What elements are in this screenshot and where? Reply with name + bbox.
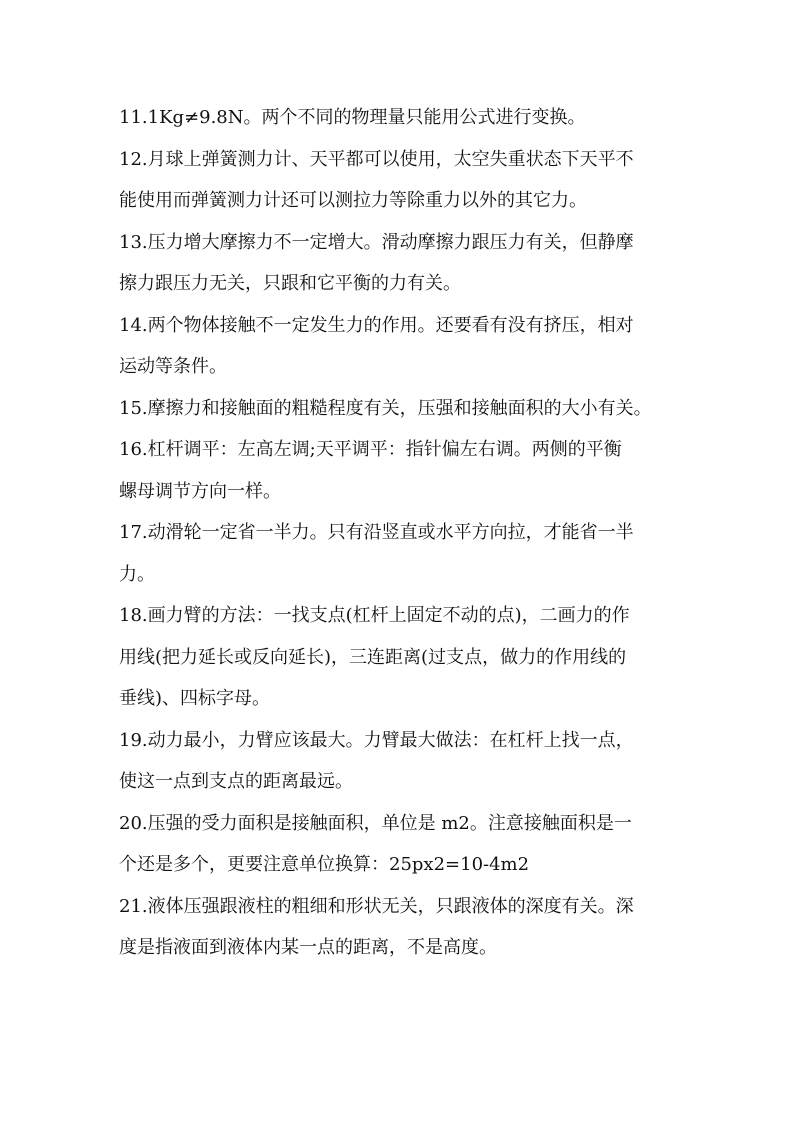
note-line: 11.1Kg≠9.8N。两个不同的物理量只能用公式进行变换。 (119, 107, 586, 128)
note-line: 14.两个物体接触不一定发生力的作用。还要看有没有挤压，相对 (119, 314, 634, 336)
note-line: 使这一点到支点的距离最远。 (119, 771, 353, 792)
note-line: 擦力跟压力无关，只跟和它平衡的力有关。 (119, 273, 461, 294)
note-line: 13.压力增大摩擦力不一定增大。滑动摩擦力跟压力有关，但静摩 (119, 231, 634, 253)
note-item-15 (119, 388, 676, 430)
note-line: 12.月球上弹簧测力计、天平都可以使用，太空失重状态下天平不 (119, 148, 634, 170)
note-line: 15.摩擦力和接触面的粗糙程度有关，压强和接触面积的大小有关。 (119, 397, 652, 419)
note-line: 17.动滑轮一定省一半力。只有沿竖直或水平方向拉，才能省一半 (119, 522, 634, 543)
note-line: 20.压强的受力面积是接触面积，单位是 m2。注意接触面积是一 (119, 812, 632, 834)
note-item-16 (119, 429, 676, 512)
note-line: 19.动力最小，力臂应该最大。力臂最大做法：在杠杆上找一点， (119, 729, 634, 751)
note-item-17 (119, 512, 676, 595)
note-item-12 (119, 139, 676, 222)
note-line: 能使用而弹簧测力计还可以测拉力等除重力以外的其它力。 (119, 190, 587, 211)
note-item-14 (119, 305, 676, 388)
note-item-20 (119, 803, 676, 886)
note-item-11 (119, 97, 676, 139)
note-item-19 (119, 720, 676, 803)
note-line: 18.画力臂的方法：一找支点(杠杆上固定不动的点)，二画力的作 (119, 605, 630, 626)
note-line: 16.杠杆调平：左高左调;天平调平：指针偏左右调。两侧的平衡 (119, 439, 622, 460)
note-item-18 (119, 595, 676, 720)
notes-list (119, 97, 676, 969)
note-item-21 (119, 886, 676, 969)
note-line: 力。 (119, 563, 155, 585)
note-line: 运动等条件。 (119, 356, 227, 377)
note-line: 垂线)、四标字母。 (119, 688, 271, 709)
note-line: 螺母调节方向一样。 (119, 480, 281, 502)
note-line: 度是指液面到液体内某一点的距离，不是高度。 (119, 937, 497, 958)
note-line: 21.液体压强跟液柱的粗细和形状无关，只跟液体的深度有关。深 (119, 895, 634, 917)
note-line: 个还是多个，更要注意单位换算：25px2=10-4m2 (119, 854, 530, 875)
note-item-13 (119, 222, 676, 305)
note-line: 用线(把力延长或反向延长)，三连距离(过支点，做力的作用线的 (119, 646, 627, 668)
